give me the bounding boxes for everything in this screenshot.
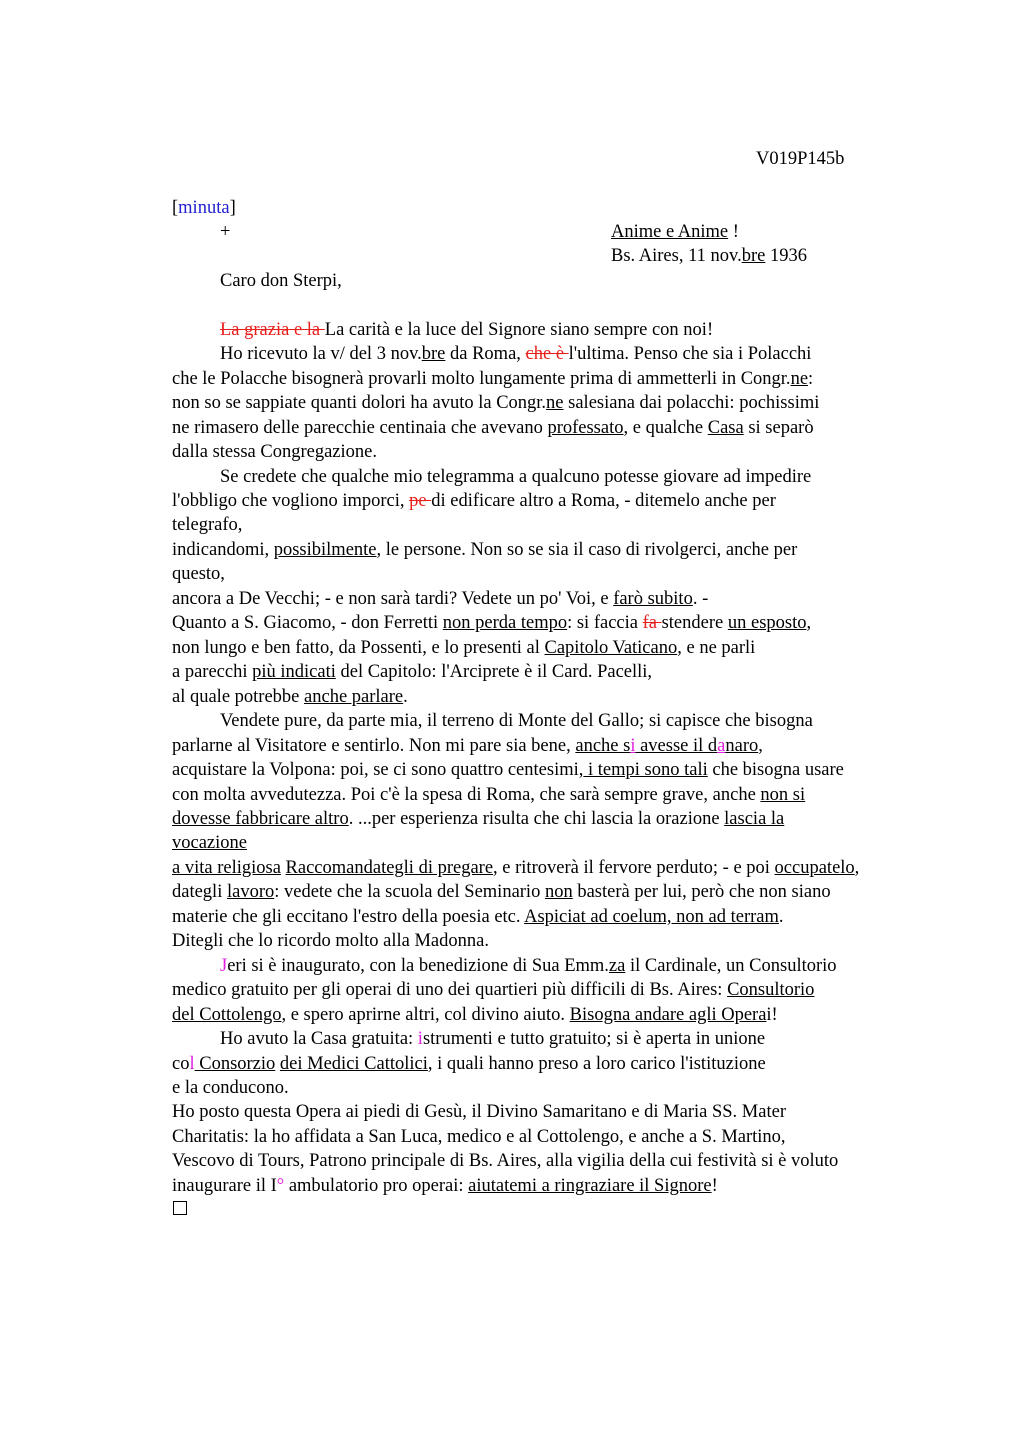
letter-line: ancora a De Vecchi; - e non sarà tardi? Vedete un po' Voi, e farò subito. - — [172, 589, 709, 609]
letter-line: Vendete pure, da parte mia, il terreno di Monte del Gallo; si capisce che bisogna — [220, 711, 813, 731]
letter-line: Ho posto questa Opera ai piedi di Gesù, il Divino Samaritano e di Maria SS. Mater — [172, 1102, 786, 1122]
letter-line: a vita religiosa Raccomandategli di pregare, e ritroverà il fervore perduto; - e poi occupatelo, — [172, 858, 860, 878]
letter-line: La grazia e la La carità e la luce del Signore siano sempre con noi! — [220, 320, 714, 340]
letter-line: Ho ricevuto la v/ del 3 nov.bre da Roma, che è l'ultima. Penso che sia i Polacchi — [220, 344, 812, 364]
letter-line: Se credete che qualche mio telegramma a qualcuno potesse giovare ad impedire — [220, 467, 812, 487]
minuta-label: minuta — [178, 198, 230, 218]
letter-line: acquistare la Volpona: poi, se ci sono quattro centesimi, i tempi sono tali che bisogna usare — [172, 760, 844, 780]
letter-line: col Consorzio dei Medici Cattolici, i quali hanno preso a loro carico l'istituzione — [172, 1054, 766, 1074]
letter-line: dategli lavoro: vedete che la scuola del Seminario non basterà per lui, però che non siano — [172, 882, 831, 902]
letter-line: Charitatis: la ho affidata a San Luca, medico e al Cottolengo, e anche a S. Martino, — [172, 1127, 786, 1147]
letter-line: Ditegli che lo ricordo molto alla Madonna. — [172, 931, 489, 951]
letter-line: ne rimasero delle parecchie centinaia che avevano professato, e qualche Casa si separò — [172, 418, 814, 438]
date-line: Bs. Aires, 11 nov.bre 1936 — [611, 246, 807, 266]
letter-line: Vescovo di Tours, Patrono principale di Bs. Aires, alla vigilia della cui festività si è voluto — [172, 1151, 839, 1171]
letter-line: parlarne al Visitatore e sentirlo. Non mi pare sia bene, anche si avesse il danaro, — [172, 736, 763, 756]
letter-line: telegrafo, — [172, 515, 243, 535]
document-id: V019P145b — [756, 149, 845, 169]
cross-mark: + — [220, 222, 231, 242]
motto: Anime e Anime ! — [611, 222, 739, 242]
end-marker-square — [173, 1201, 187, 1215]
letter-line: che le Polacche bisognerà provarli molto lungamente prima di ammetterli in Congr.ne: — [172, 369, 814, 389]
letter-line: Jeri si è inaugurato, con la benedizione di Sua Emm.za il Cardinale, un Consultorio — [220, 956, 837, 976]
letter-line: vocazione — [172, 833, 247, 853]
letter-line: medico gratuito per gli operai di uno dei quartieri più difficili di Bs. Aires: Consultorio — [172, 980, 815, 1000]
letter-line: del Cottolengo, e spero aprirne altri, col divino aiuto. Bisogna andare agli Operai! — [172, 1005, 778, 1025]
letter-line: a parecchi più indicati del Capitolo: l'Arciprete è il Card. Pacelli, — [172, 662, 653, 682]
letter-line: dovesse fabbricare altro. ...per esperienza risulta che chi lascia la orazione lascia la — [172, 809, 785, 829]
letter-line: dalla stessa Congregazione. — [172, 442, 377, 462]
letter-line: materie che gli eccitano l'estro della poesia etc. Aspiciat ad coelum, non ad terram. — [172, 907, 784, 927]
salutation: Caro don Sterpi, — [220, 271, 342, 291]
letter-line: e la conducono. — [172, 1078, 289, 1098]
letter-line: Ho avuto la Casa gratuita: istrumenti e tutto gratuito; si è aperta in unione — [220, 1029, 766, 1049]
letter-line: non lungo e ben fatto, da Possenti, e lo presenti al Capitolo Vaticano, e ne parli — [172, 638, 756, 658]
letter-line: Quanto a S. Giacomo, - don Ferretti non perda tempo: si faccia fa stendere un esposto, — [172, 613, 812, 633]
letter-line: questo, — [172, 564, 225, 584]
letter-line: inaugurare il I° ambulatorio pro operai: aiutatemi a ringraziare il Signore! — [172, 1176, 718, 1196]
editorial-note: [minuta] — [172, 198, 236, 218]
letter-line: indicandomi, possibilmente, le persone. Non so se sia il caso di rivolgerci, anche per — [172, 540, 798, 560]
letter-line: al quale potrebbe anche parlare. — [172, 687, 408, 707]
letter-line: non so se sappiate quanti dolori ha avuto la Congr.ne salesiana dai polacchi: pochissimi — [172, 393, 820, 413]
letter-line: l'obbligo che vogliono imporci, pe di edificare altro a Roma, - ditemelo anche per — [172, 491, 776, 511]
letter-line: con molta avvedutezza. Poi c'è la spesa di Roma, che sarà sempre grave, anche non si — [172, 785, 806, 805]
